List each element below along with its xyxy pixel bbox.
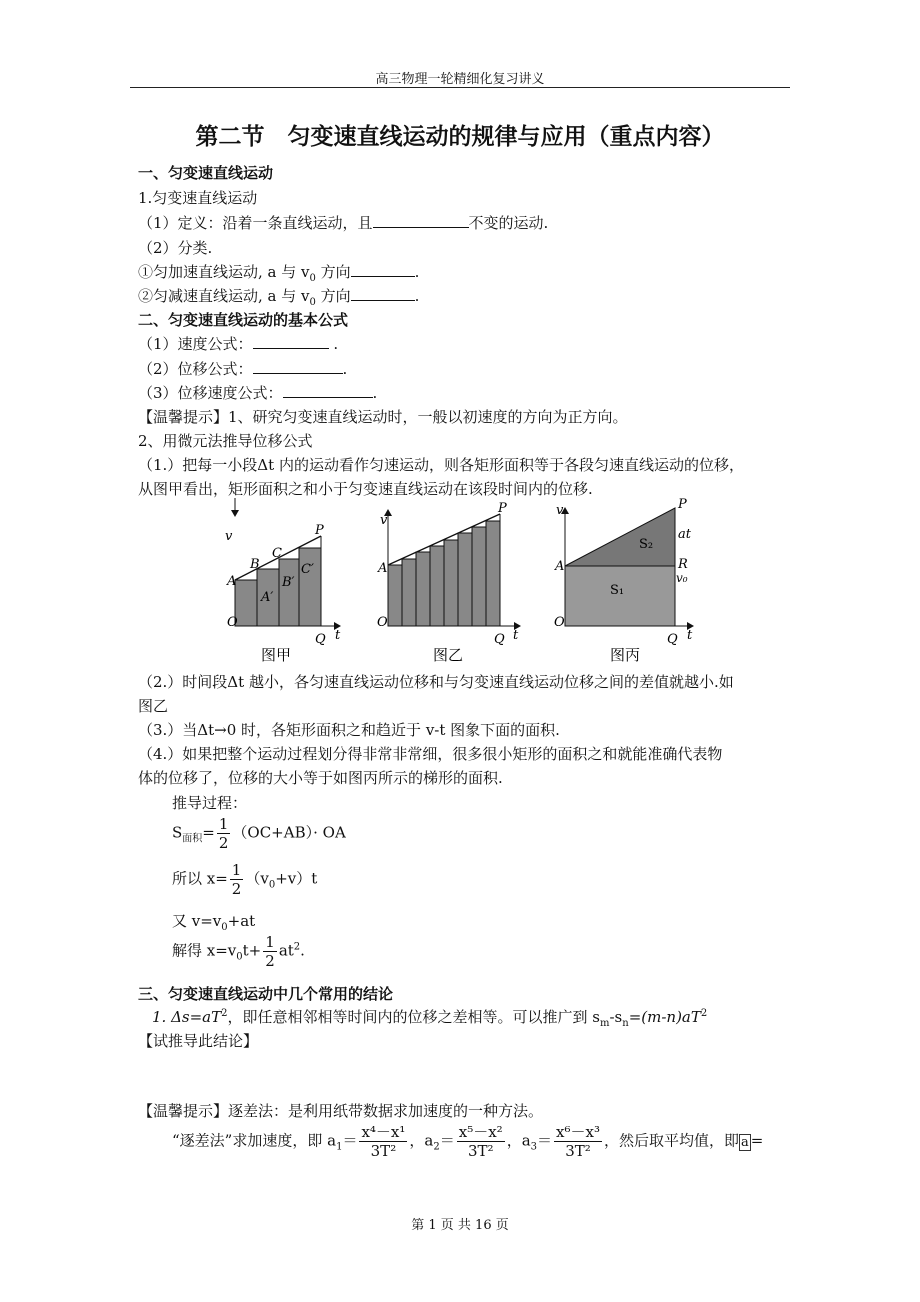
equation-v bbox=[172, 910, 255, 933]
formula-displacement bbox=[138, 358, 347, 379]
frac-den: 3T² bbox=[467, 1142, 494, 1160]
zc-tail: ，然后取平均值，即 bbox=[604, 1131, 740, 1150]
label-O: O bbox=[377, 615, 388, 630]
caption-bing: 图丙 bbox=[610, 646, 641, 664]
label-S2: S₂ bbox=[639, 537, 654, 552]
label-O: O bbox=[554, 615, 565, 630]
section-title: 第二节 匀变速直线运动的规律与应用（重点内容） bbox=[195, 124, 725, 150]
s1-sub: 1.匀变速直线运动 bbox=[138, 189, 258, 207]
frac-a1 bbox=[359, 1123, 407, 1160]
formula-velocity bbox=[138, 333, 338, 354]
label-R: R bbox=[678, 557, 688, 572]
caption-jia: 图甲 bbox=[261, 646, 292, 664]
eq4-d: . bbox=[300, 941, 305, 960]
label-C: C bbox=[272, 546, 282, 561]
label-C-prime: C′ bbox=[301, 562, 314, 577]
eq4-a: 解得 x=v bbox=[172, 941, 237, 960]
s1-definition bbox=[138, 212, 548, 233]
sub-zero: 0 bbox=[236, 951, 243, 963]
axis-v: v bbox=[556, 503, 564, 518]
half-fraction bbox=[230, 861, 244, 898]
eq4-c: at bbox=[278, 941, 294, 960]
eq3-b: +at bbox=[227, 912, 256, 930]
a-sub: 1 bbox=[336, 1141, 343, 1153]
displacement-blank bbox=[253, 359, 343, 374]
tip-zhucha: 【温馨提示】逐差法：是利用纸带数据求加速度的一种方法。 bbox=[138, 1102, 544, 1120]
axis-t: t bbox=[335, 628, 341, 643]
caption-yi: 图乙 bbox=[433, 646, 464, 664]
sub-zero: 0 bbox=[309, 297, 316, 308]
formula-vx bbox=[138, 382, 377, 403]
s1-decel bbox=[138, 285, 419, 308]
label-A: A bbox=[227, 574, 237, 589]
label-at: at bbox=[678, 527, 691, 542]
frac-num: x⁴－x¹ bbox=[361, 1123, 406, 1141]
equation-area bbox=[172, 815, 346, 852]
a-sub: 2 bbox=[433, 1141, 440, 1153]
label-B-prime: B′ bbox=[282, 575, 295, 590]
page-footer: 第 1 页 共 16 页 bbox=[411, 1218, 509, 1233]
p3-line: （3.）当Δt→0 时，各矩形面积之和趋近于 v-t 图象下面的面积. bbox=[138, 721, 560, 739]
eq3-a: 又 v=v bbox=[172, 912, 222, 930]
frac-den: 3T² bbox=[565, 1142, 591, 1160]
dot: . bbox=[333, 335, 339, 353]
accel-text: ①匀加速直线运动, a 与 v bbox=[138, 263, 310, 281]
eq1-rest: （OC+AB）· OA bbox=[232, 823, 346, 842]
label-S1: S₁ bbox=[610, 583, 625, 598]
axis-v: v bbox=[380, 513, 388, 528]
eq1-sub: 面积 bbox=[182, 833, 203, 845]
label-B: B bbox=[250, 557, 260, 572]
vx-label: （3）位移速度公式： bbox=[138, 384, 283, 402]
s1-classification: （2）分类. bbox=[138, 239, 213, 257]
label-A: A bbox=[555, 559, 565, 574]
dot: . bbox=[342, 360, 348, 378]
label-A: A bbox=[378, 561, 388, 576]
velocity-label: （1）速度公式： bbox=[138, 335, 253, 353]
figure-bing bbox=[554, 498, 693, 664]
vt-figures bbox=[215, 498, 755, 666]
decel-blank bbox=[351, 286, 415, 301]
half-fraction bbox=[263, 933, 277, 970]
label-P: P bbox=[498, 501, 507, 516]
zc-eq: = bbox=[750, 1131, 764, 1150]
p2-line-a: （2.）时间段Δt 越小，各匀速直线运动位移和与匀变速直线运动位移之间的差值就越小.如 bbox=[138, 673, 734, 691]
label-P: P bbox=[315, 523, 324, 538]
eq4-b: t+ bbox=[242, 941, 262, 960]
dot: . bbox=[414, 287, 420, 305]
accel-dir: 方向 bbox=[320, 263, 351, 281]
eq2-a: 所以 x= bbox=[172, 869, 228, 888]
frac-num: 1 bbox=[218, 815, 229, 833]
s1-accel bbox=[138, 261, 419, 284]
c1-sup: 2 bbox=[221, 1008, 228, 1019]
a-bar: a bbox=[741, 1134, 749, 1150]
c1-a: 1. Δs=aT bbox=[152, 1008, 222, 1026]
frac-num: 1 bbox=[265, 933, 275, 951]
decel-dir: 方向 bbox=[320, 287, 351, 305]
label-v0: v₀ bbox=[676, 571, 688, 585]
zc-a: “逐差法”求加速度，即 a bbox=[172, 1131, 337, 1150]
sub-zero: 0 bbox=[268, 879, 276, 891]
eq1-S: S bbox=[172, 823, 183, 842]
dot: . bbox=[372, 384, 378, 402]
axis-v: v bbox=[225, 529, 233, 544]
p1-line-a: （1.）把每一小段Δt 内的运动看作匀速运动，则各矩形面积等于各段匀速直线运动的位移， bbox=[138, 456, 744, 474]
frac-den: 3T² bbox=[370, 1142, 397, 1160]
frac-den: 2 bbox=[231, 880, 242, 898]
displacement-label: （2）位移公式： bbox=[138, 360, 253, 378]
c1-d: =(m-n)aT bbox=[628, 1008, 701, 1026]
label-P: P bbox=[678, 498, 687, 512]
sub-zero: 0 bbox=[221, 922, 228, 933]
label-Q: Q bbox=[667, 632, 678, 647]
axis-t: t bbox=[513, 628, 519, 643]
c1-sup2: 2 bbox=[700, 1008, 708, 1019]
try-derive: 【试推导此结论】 bbox=[138, 1032, 259, 1050]
equation-result bbox=[172, 933, 305, 970]
conclusion-1 bbox=[152, 1006, 707, 1029]
p1-line-b: 从图甲看出，矩形面积之和小于匀变速直线运动在该段时间内的位移. bbox=[138, 480, 593, 498]
p4-line-b: 体的位移了，位移的大小等于如图丙所示的梯形的面积. bbox=[138, 769, 503, 787]
dot: . bbox=[414, 263, 420, 281]
eq4-sup: 2 bbox=[293, 941, 301, 953]
sub-zero: 0 bbox=[309, 273, 316, 284]
frac-den: 2 bbox=[265, 952, 275, 970]
velocity-blank bbox=[253, 334, 329, 349]
label-Q: Q bbox=[315, 632, 326, 647]
def-blank bbox=[373, 213, 469, 228]
axis-t: t bbox=[687, 628, 693, 643]
def-text-b: 不变的运动. bbox=[468, 214, 549, 232]
figure-jia bbox=[225, 498, 341, 664]
frac-den: 2 bbox=[218, 834, 229, 852]
decel-text: ②匀减速直线运动, a 与 v bbox=[138, 287, 310, 305]
equation-x bbox=[172, 861, 317, 898]
c1-m: m bbox=[599, 1018, 610, 1029]
frac-num: 1 bbox=[231, 861, 242, 879]
frac-num: x⁵－x² bbox=[458, 1123, 503, 1141]
def-text-a: （1）定义：沿着一条直线运动，且 bbox=[138, 214, 373, 232]
label-O: O bbox=[227, 615, 238, 630]
p2-line-b: 图乙 bbox=[138, 697, 169, 715]
eq2-c: +v）t bbox=[275, 869, 318, 888]
accel-blank bbox=[351, 262, 415, 277]
eq2-b: （v bbox=[245, 869, 269, 888]
c1-b: ，即任意相邻相等时间内的位移之差相等。可以推广到 s bbox=[227, 1008, 600, 1026]
frac-a3 bbox=[554, 1123, 602, 1160]
half-fraction bbox=[217, 815, 231, 852]
header-divider bbox=[130, 87, 790, 88]
frac-num: x⁶－x³ bbox=[556, 1123, 600, 1141]
page-header: 高三物理一轮精细化复习讲义 bbox=[375, 72, 545, 87]
eq1-eq: = bbox=[202, 823, 215, 842]
frac-a2 bbox=[457, 1123, 505, 1160]
label-Q: Q bbox=[494, 632, 505, 647]
p4-line-a: （4.）如果把整个运动过程划分得非常非常细，很多很小矩形的面积之和就能准确代表物 bbox=[138, 745, 723, 763]
micro-heading: 2、用微元法推导位移公式 bbox=[138, 432, 313, 450]
vx-blank bbox=[283, 383, 373, 398]
figure-yi bbox=[377, 501, 520, 664]
c1-c: -s bbox=[609, 1008, 623, 1026]
tip-direction: 【温馨提示】1、研究匀变速直线运动时，一般以初速度的方向为正方向。 bbox=[138, 408, 628, 426]
a-sub: 3 bbox=[530, 1141, 538, 1153]
heading-s3: 三、匀变速直线运动中几个常用的结论 bbox=[138, 985, 394, 1003]
derive-label: 推导过程： bbox=[172, 794, 248, 812]
label-A-prime: A′ bbox=[261, 590, 274, 605]
heading-s1: 一、匀变速直线运动 bbox=[138, 164, 274, 182]
c1-n: n bbox=[622, 1018, 629, 1029]
heading-s2: 二、匀变速直线运动的基本公式 bbox=[138, 311, 349, 329]
zhucha-formula: “逐差法”求加速度，即 $a_1=$ $\frac{\text{x⁴－x¹}}{\text{3T²}}$ ，$a_2=$ $\frac{\text{x⁵－x²}}{\text{3T²}}$ ，$a_3=$ $\frac{\text{x⁶－x³}}{\text{3T²}}$ ，然后取平均值，即 a = bbox=[172, 1123, 764, 1160]
